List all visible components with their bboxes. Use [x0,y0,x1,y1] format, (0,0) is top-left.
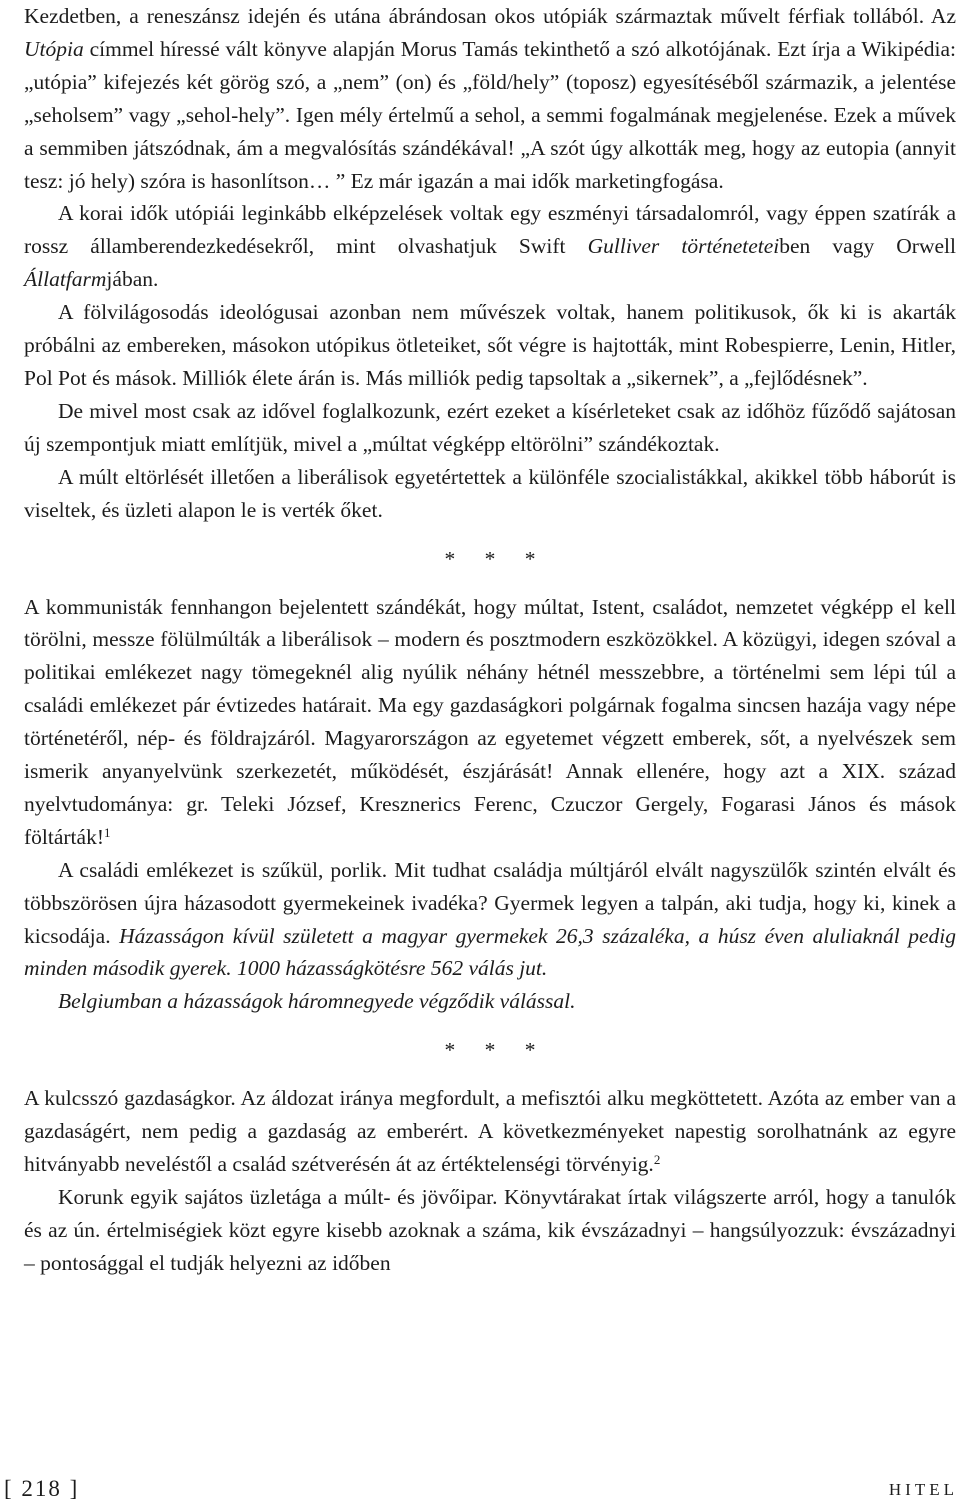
paragraph [24,985,956,1018]
text-run: A múlt eltörlését illetően a liberálisok egyetértettek a különféle szocialistákkal, akikkel több háborút is viseltek, és üzleti alapon le is verték őket. [24,464,956,522]
paragraph [24,854,956,986]
text-run: Kezdetben, a reneszánsz idején és utána ábrándosan okos utópiák származtak művelt férfiak tollából. Az [24,4,956,28]
page-footer [0,1476,960,1506]
paragraph [24,1181,956,1280]
italic-text: Belgiumban a házasságok háromnegyede végződik válással. [58,989,576,1014]
paragraph [24,395,956,461]
paragraph [24,0,956,197]
text-run: ben vagy Orwell [779,234,956,259]
text-run: jában. [106,267,159,292]
italic-text: Házasságon kívül született a magyar gyermekek 26,3 százaléka, a húsz éven aluliaknál pedig minden második gyerek. 1000 házasságkötésre 562 válás jut. [24,923,956,981]
text-run: Korunk egyik sajátos üzletága a múlt- és jövőipar. Könyvtárakat írtak világszerte arról, hogy a tanulók és az ún. értelmiségiek közt egyre kisebb azoknak a száma, kik évszázadnyi – hangsúlyozzuk: évszázadnyi – pontosággal el tudják helyezni az időben [24,1185,956,1275]
paragraph [24,1082,956,1181]
paragraph [24,461,956,527]
text-run: A korai idők utópiái leginkább elképzelések voltak egy eszményi társadalomról, vagy éppen szatírák a rossz államberendezkedésekről, mint olvashatjuk Swift [24,201,956,259]
section-separator: * * * [444,1038,548,1063]
italic-text: Állatfarm [24,267,107,292]
text-run: De mivel most csak az idővel foglalkozunk, ezért ezeket a kísérleteket csak az időhöz fűződő sajátosan új szempontjuk miatt említjük, mivel a „múltat végképp eltörölni” szándékoztak. [24,398,956,456]
text-run: címmel híressé vált könyve alapján Morus Tamás tekinthető a szó alkotójának. Ezt írja a Wikipédia: „utópia” kifejezés két görög szó, a „nem” (on) és „föld/hely” (toposz) egyesítéséből származik, a jelentése „seholsem” vagy „sehol-hely”. Igen mély értelmű a sehol, a semmi fogalmának megjelenése. Ezek a művek a semmiben játszódnak, ám a megvalósítás szándékával! „A szót úgy alkották meg, hogy az eutopia (annyit tesz: jó hely) szóra is hasonlítson… ” Ez már igazán a mai idők marketingfogása. [24,36,956,193]
text-run: A fölvilágosodás ideológusai azonban nem művészek voltak, hanem politikusok, ők ki is akarták próbálni az embereken, másokon utópikus ötleteiket, sőt végre is hajtották, mint Robespierre, Lenin, Hitler, Pol Pot és mások. Milliók élete árán is. Más milliók pedig tapsoltak a „sikernek”, a „fejlődésnek”. [24,300,956,390]
section-separator: * * * [444,546,548,571]
paragraph [24,197,956,296]
italic-text: Gulliver történetetei [587,234,780,259]
italic-text: Utópia [24,36,84,61]
text-run: A kommunisták fennhangon bejelentett szándékát, hogy múltat, Istent, családot, nemzetet végképp el kell törölni, messze fölülmúlták a liberálisok – modern és posztmodern eszközökkel. A közügyi, idegen szóval a politikai emlékezet nagy tömegeknél alig nyúlik néhány hétnél messzebbre, a történelmi sem lépi túl a családi emlékezet pár évtizedes határait. Ma egy gazdaságkori polgárnak fogalma sincsen hazája vagy népe történetéről, nép- és földrajzáról. Magyarországon az egyetemet végzett emberek, sőt, a nyelvészek sem ismerik anyanyelvünk szerkezetét, működését, észjárását! Annak ellenére, hogy azt a XIX. század nyelvtudománya: gr. Teleki József, Kresznerics Ferenc, Czuczor Gergely, Fogarasi János és mások föltárták! [24,594,956,849]
journal-title: HITEL [888,1480,958,1499]
paragraph [24,296,956,395]
article-body [24,0,956,1280]
footnote-ref: 2 [653,1152,661,1168]
text-run: A kulcsszó gazdaságkor. Az áldozat iránya megfordult, a mefisztói alku megköttetett. Azóta az ember van a gazdaságért, nem pedig a gazdaság az emberért. A következményeket napestig sorolhatnánk az egyre hitványabb neveléstől a család szétverésén át az értéktelenségi törvényig. [24,1086,956,1177]
page-number: [ 218 ] [4,1476,80,1501]
text-run: A családi emlékezet is szűkül, porlik. Mit tudhat családja múltjáról elvált nagyszülők szintén elvált és többszörösen újra házasodott gyermekeinek ivadéka? Gyermek legyen a talpán, aki tudja, hogy ki, kinek a kicsodája. [24,857,956,948]
paragraph [24,591,956,854]
footnote-ref: 1 [104,824,111,840]
